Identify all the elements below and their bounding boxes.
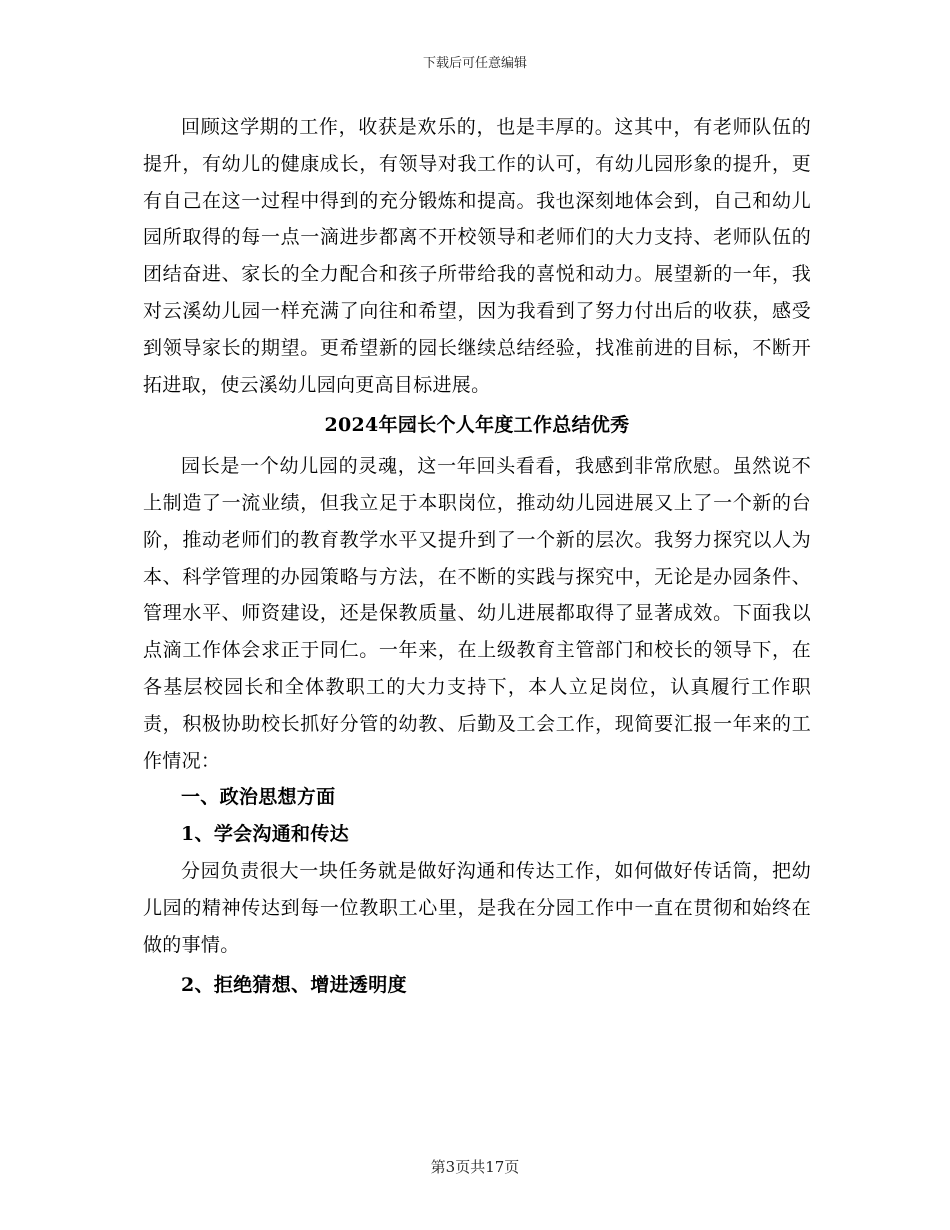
paragraph-intro: 园长是一个幼儿园的灵魂，这一年回头看看，我感到非常欣慰。虽然说不上制造了一流业绩，但我立足于本职岗位，推动幼儿园进展又上了一个新的台阶，推动老师们的教育教学水平又提升到了一个新的层次。我努力探究以人为本、科学管理的办园策略与方法，在不断的实践与探究中，无论是办园条件、管理水平、师资建设，还是保教质量、幼儿进展都取得了显著成效。下面我以点滴工作体会求正于同仁。一年来，在上级教育主管部门和校长的领导下，在各基层校园长和全体教职工的大力支持下，本人立足岗位，认真履行工作职责，积极协助校长抓好分管的幼教、后勤及工会工作，现简要汇报一年来的工作情况： xyxy=(143,455,811,772)
page-header: 下载后可任意编辑 xyxy=(422,56,527,71)
subsection-heading-transparency: 2、拒绝猜想、增进透明度 xyxy=(181,974,407,997)
section-heading-politics: 一、政治思想方面 xyxy=(181,786,336,809)
subsection-heading-communication: 1、学会沟通和传达 xyxy=(181,823,349,846)
page-number: 第3页共17页 xyxy=(430,1158,520,1176)
document-body xyxy=(143,109,811,1004)
paragraph-review: 回顾这学期的工作，收获是欢乐的，也是丰厚的。这其中，有老师队伍的提升，有幼儿的健康成长，有领导对我工作的认可，有幼儿园形象的提升，更有自己在这一过程中得到的充分锻炼和提高。我也深刻地体会到，自己和幼儿园所取得的每一点一滴进步都离不开校领导和老师们的大力支持、老师队伍的团结奋进、家长的全力配合和孩子所带给我的喜悦和动力。展望新的一年，我对云溪幼儿园一样充满了向往和希望，因为我看到了努力付出后的收获，感受到领导家长的期望。更希望新的园长继续总结经验，找准前进的目标，不断开拓进取，使云溪幼儿园向更高目标进展。 xyxy=(143,116,811,396)
document-title: 2024年园长个人年度工作总结优秀 xyxy=(324,414,630,437)
paragraph-communication: 分园负责很大一块任务就是做好沟通和传达工作，如何做好传话筒，把幼儿园的精神传达到每一位教职工心里，是我在分园工作中一直在贯彻和始终在做的事情。 xyxy=(143,859,811,956)
